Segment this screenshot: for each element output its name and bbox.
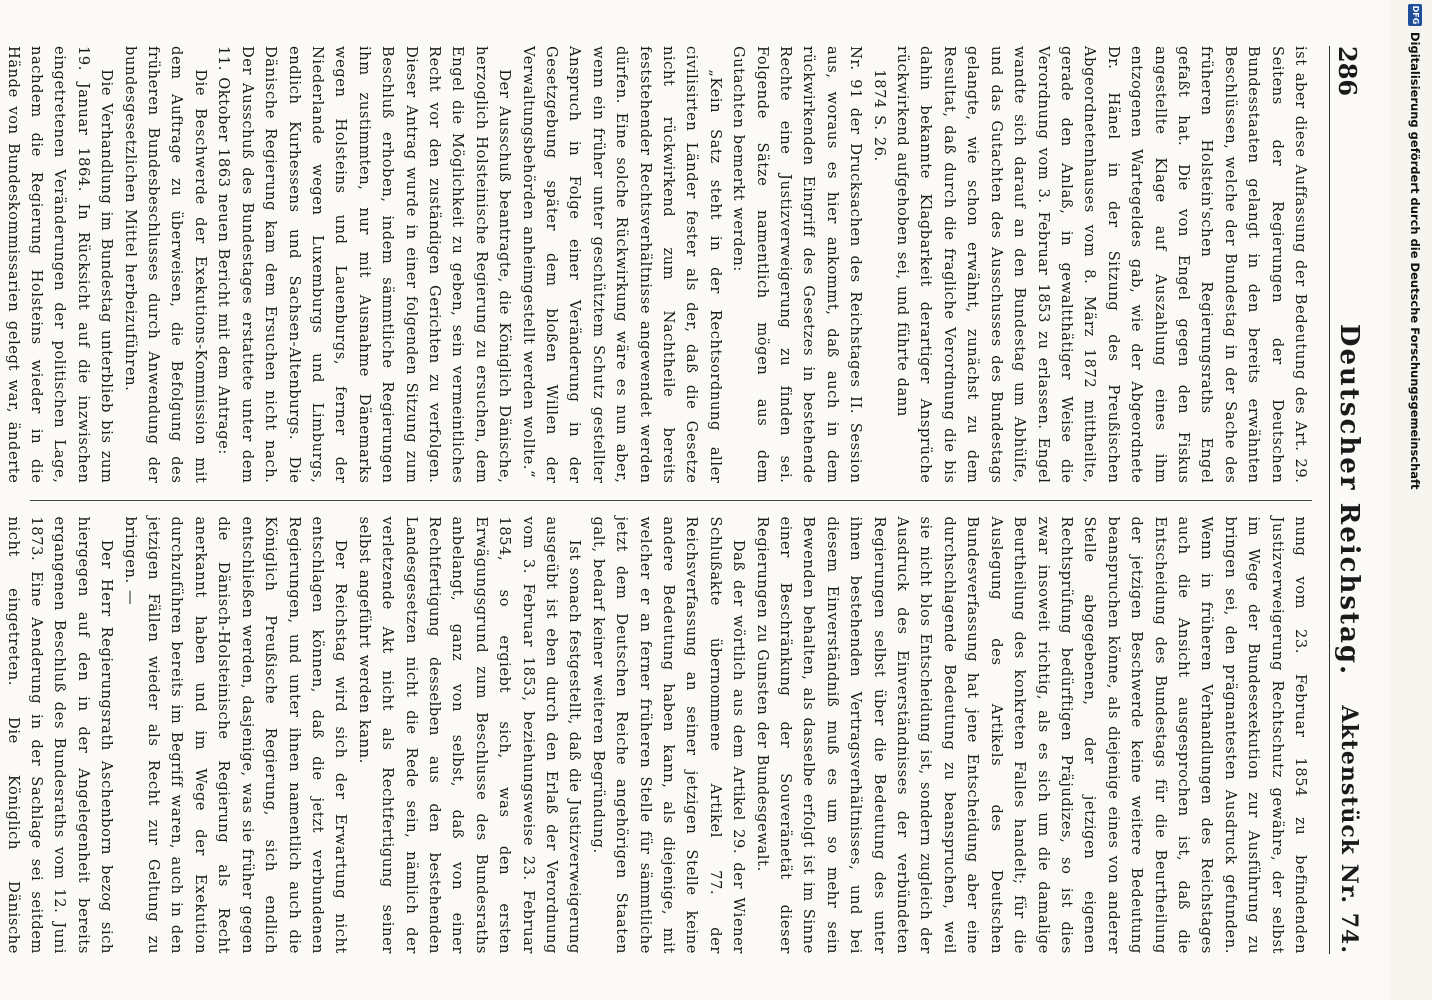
page-header xyxy=(1329,46,1368,954)
paragraph: Nr. 91 der Drucksachen des Reichstages II. Session aus, woraus es hier ankommt, daß auch in dem rückwirkenden Eingriff des Gesetzes in bestehende Rechte eine Justizverweigerung zu finden sei. Folgende Sätze namentlich mögen aus dem Gutachten bemerkt werden: xyxy=(730,46,865,484)
running-title: Deutscher Reichstag. xyxy=(1334,323,1364,677)
page-number: 286 xyxy=(1333,46,1362,97)
paragraph: ist aber diese Auffassung der Bedeutung des Art. 29. Seitens der Regierungen der Deutschen Bundesstaaten gelangt in den bereits erwähnten Beschlüssen, welche der Bundestag in der Sache des früheren Holstein'schen Regierungsraths Engel gefaßt hat. Die von Engel gegen den Fiskus angestellte Klage auf Auszahlung eines ihm entzogenen Wartegeldes gab, wie der Abgeordnete Dr. Hänel in der Sitzung des Preußischen Abgeordnetenhauses vom 8. März 1872 mittheilte, gerade den Anlaß, in gewaltthätiger Weise die Verordnung vom 3. Februar 1853 zu erlassen. Engel wandte sich darauf an den Bundestag um Abhülfe, und das Gutachten des Ausschusses des Bundestags gelangte, wie schon erwähnt, zunächst zu dem Resultat, daß durch die fragliche Verordnung die bis dahin bekannte Klagbarkeit derartiger Ansprüche rückwirkend aufgehoben sei, und führte dann xyxy=(894,46,1309,484)
digitization-credit xyxy=(1404,0,1426,1000)
paragraph: Der Ausschuß beantragte, die Königlich Dänische, herzoglich Holsteinische Regierung zu ersuchen, dem Engel die Möglichkeit zu geben, sein vermeintliches Recht vor den zuständigen Gerichten zu verfolgen. Dieser Antrag wurde in einer folgenden Sitzung zum Beschluß erhoben, indem sämmtliche Regierungen ihm zustimmten, nur mit Ausnahme Dänemarks wegen Holsteins und Lauenburgs, ferner der Niederlande wegen Luxemburgs und Limburgs, endlich Kurhessens und Sachsen-Altenburgs. Die Dänische Regierung kam dem Ersuchen nicht nach. Der Ausschuß des Bundestages erstattete unter dem 11. Oktober 1863 neuen Bericht mit dem Antrage: xyxy=(215,46,514,484)
paragraph: Daß der wörtlich aus dem Artikel 29. der Wiener Schlußakte übernommene Artikel 77. der Reichsverfassung an seiner jetzigen Stelle keine andere Bedeutung haben kann, als diejenige, mit welcher er an ferner früheren Stelle für sämmtliche jetzt dem Deutschen Reiche angehörigen Staaten galt, bedarf keiner weiteren Begründung. xyxy=(589,516,748,954)
paragraph: Der Reichstag wird sich der Erwartung nicht entschlagen können, daß die jetzt verbundenen Regierungen, und unter ihnen namentlich auch die Königlich Preußische Regierung, sich endlich entschließen werden, dasjenige, was sie früher gegen die Dänisch-Holsteinische Regierung als Recht anerkannt haben und im Wege der Exekution durchzuführen bereits im Begriff waren, auch in den jetzigen Fällen wieder als Recht zur Geltung zu bringen. — xyxy=(121,516,350,954)
text-columns xyxy=(4,46,1312,954)
document-number: Aktenstück Nr. 74. xyxy=(1336,705,1362,954)
credit-text: Digitalisierung gefördert durch die Deutsche Forschungsgemeinschaft xyxy=(1408,32,1422,490)
paragraph: Ist sonach festgestellt, daß die Justizverweigerung ausgeübt ist eben durch den Erlaß der Verordnung vom 3. Februar 1853, beziehungsweise 23. Februar 1854, so ergiebt sich, was den ersten Erwägungsgrund zum Beschlusse des Bundesraths anbelangt, ganz von selbst, daß von einer Rechtfertigung desselben aus den bestehenden Landesgesetzen nicht die Rede sein, nämlich der verletzende Akt nicht als Rechtfertigung seiner selbst angeführt werden kann. xyxy=(355,516,584,954)
quotation-paragraph: „Kein Satz steht in der Rechtsordnung aller civilisirten Länder fester als der, daß die Gesetze nicht rückwirkend zum Nachtheile bereits feststehender Rechtsverhältnisse angewendet werden dürfen. Eine solche Rückwirkung wäre es nun aber, wenn ein früher unter geschütztem Schutz gestellter Anspruch in Folge einer Veränderung in der Gesetzgebung später dem bloßen Willen der Verwaltungsbehörden anheimgestellt werden wollte.“ xyxy=(519,46,724,484)
paragraph: Der Herr Regierungsrath Aschenborn bezog sich hiergegen auf den in der Angelegenheit bereits ergangenen Beschluß des Bundesraths vom 12. Juni 1873. Eine Aenderung in der Sachlage sei seitdem nicht eingetreten. Die Königlich Dänische xyxy=(4,516,116,954)
left-column xyxy=(4,46,1312,500)
paragraph: Die Verhandlung im Bundestag unterblieb bis zum 19. Januar 1864. In Rücksicht auf die inzwischen eingetretenen Veränderungen der politischen Lage, nachdem die Regierung Holsteins wieder in die Hände von Bundeskommissarien gelegt war, änderte xyxy=(4,46,116,484)
paragraph: 1874 S. 26. xyxy=(870,69,888,162)
right-column xyxy=(4,501,1312,955)
motion-paragraph: Die Beschwerde der Exekutions-Kommission mit dem Auftrage zu überweisen, die Befolgung des früheren Bundesbeschlusses durch Anwendung der bundesgesetzlichen Mittel herbeizuführen. xyxy=(121,46,209,484)
dfg-logo-icon: DFG xyxy=(1408,4,1422,26)
paragraph: nung vom 23. Februar 1854 zu befindenden Justizverweigerung Rechtschutz gewähre, der selbst im Wege der Bundesexekution zur Ausführung zu bringen sei, den prägnantesten Ausdruck gefunden. Wenn in früheren Verhandlungen des Reichstages auch die Ansicht ausgesprochen ist, daß die Entscheidung des Bundestags für die Beurtheilung der jetzigen Beschwerde keine weitere Bedeutung beanspruchen könne, als diejenige eines von anderer Stelle abgegebenen, der jetzigen eigenen Rechtsprüfung bedürftigen Präjudizes, so ist dies zwar insoweit richtig, als es sich um die damalige Beurtheilung des konkreten Falles handelt; für die Auslegung des Artikels des Deutschen Bundesverfassung hat jene Entscheidung aber eine durchschlagende Bedeutung zu beanspruchen, weil sie nicht blos Entscheidung ist, sondern zugleich der Ausdruck des Einverständnisses der verbündeten Regierungen selbst über die Bedeutung des unter ihnen bestehenden Vertragsverhältnisses, und bei diesem Einverständniß muß es um so mehr sein Bewenden behalten, als dasselbe erfolgt ist im Sinne einer Beschränkung der Souveränetät dieser Regierungen zu Gunsten der Bundesgewalt. xyxy=(753,516,1309,954)
